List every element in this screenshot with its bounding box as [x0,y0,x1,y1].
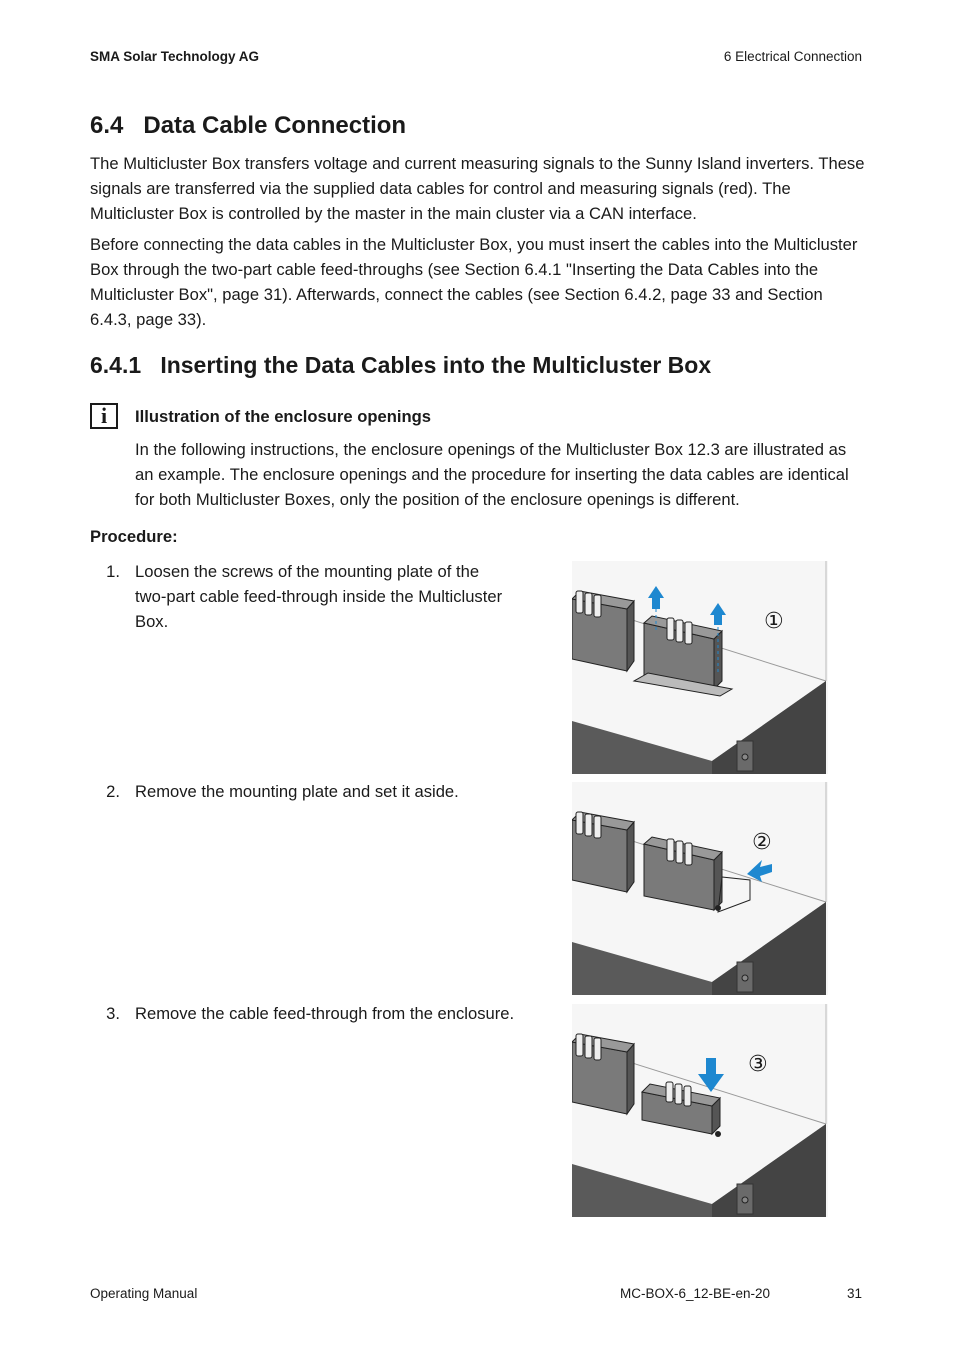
step-text: Loosen the screws of the mounting plate of the two-part cable feed-through inside the Multicluster Box. [135,562,503,631]
step-text: Remove the cable feed-through from the enclosure. [135,1004,515,1023]
section-title: 6.4 Data Cable Connection [90,112,407,139]
info-icon: i [90,403,118,429]
procedure-heading: Procedure: [90,527,178,546]
figure-step-1-illustration [572,561,828,774]
step-number: 3. [106,1004,120,1023]
header-company: SMA Solar Technology AG [90,49,260,64]
footer-manual: Operating Manual [90,1286,198,1301]
step-number: 1. [106,562,120,581]
step-text: Remove the mounting plate and set it aside. [135,782,459,801]
figure-step-2-illustration [572,782,828,995]
callout-2: ② [752,830,772,855]
subsection-title: 6.4.1 Inserting the Data Cables into the Multicluster Box [90,352,712,378]
figure-step-3-illustration [572,1004,828,1217]
callout-1: ① [764,609,784,634]
section-paragraph-1: The Multicluster Box transfers voltage and current measuring signals to the Sunny Island inverters. These signals are transferred via the supplied data cables for control and measuring signals (red). The Multicluster Box is controlled by the master in the main cluster via a CAN interface. [90,154,865,223]
header-chapter: 6 Electrical Connection [723,49,862,64]
note-title: Illustration of the enclosure openings [135,407,431,426]
footer-page-number: 31 [846,1286,862,1301]
section-paragraph-2: Before connecting the data cables in the Multicluster Box, you must insert the cables into the Multicluster Box through the two-part cable feed-throughs (see Section 6.4.1 "Inserting the Data Cables into the Multicluster Box", page 31). Afterwards, connect the cables (see Section 6.4.2, page 33 and Section 6.4.3, page 33). [90,235,858,329]
note-text: In the following instructions, the enclosure openings of the Multicluster Box 12.3 are illustrated as an example. The enclosure openings and the procedure for inserting the data cables are identical for both Multicluster Boxes, only the position of the enclosure openings is different. [135,440,849,509]
step-number: 2. [106,782,120,801]
callout-3: ③ [748,1052,768,1077]
footer-doc-code: MC-BOX-6_12-BE-en-20 [620,1286,771,1301]
